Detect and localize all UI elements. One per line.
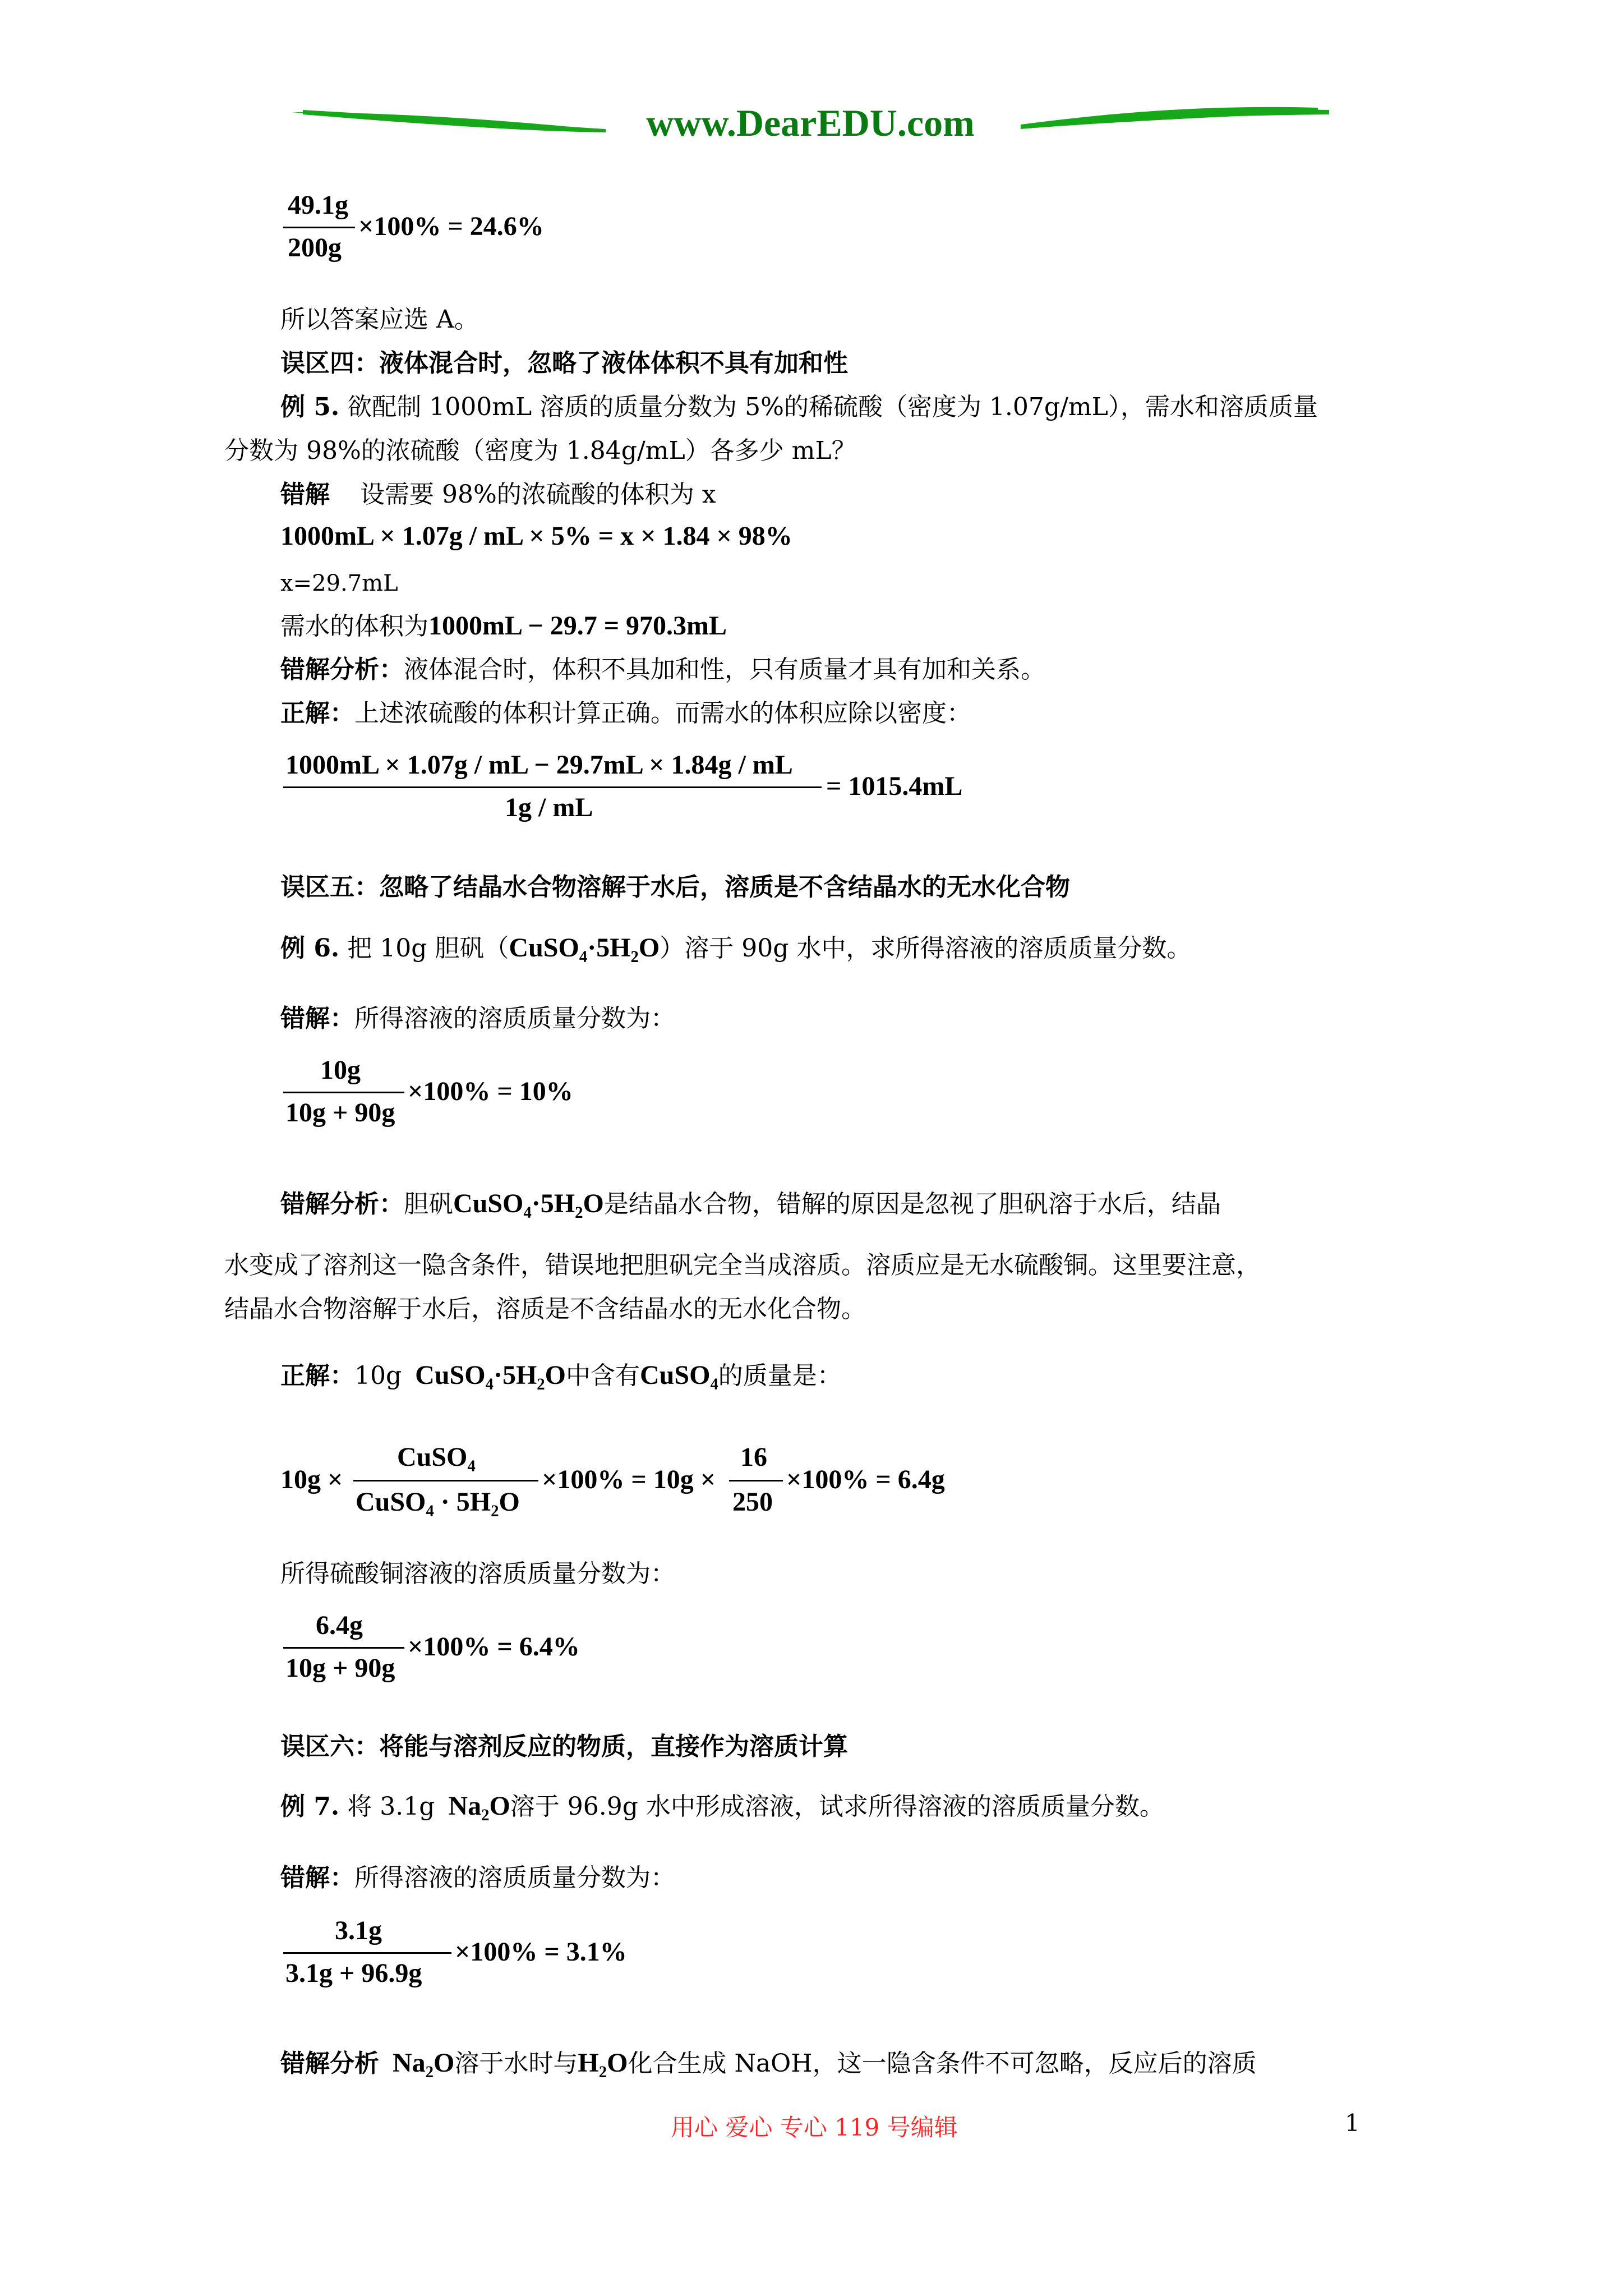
analysis-7-line bbox=[280, 2046, 1257, 2081]
correct-text-b: 中含有 bbox=[566, 1361, 640, 1390]
formula-2-result: = 1015.4mL bbox=[826, 771, 963, 801]
formula-6-numerator: 3.1g bbox=[335, 1916, 382, 1945]
correct-solution-5 bbox=[280, 697, 971, 730]
wrong-text: 所得溶液的溶质质量分数为： bbox=[354, 1004, 675, 1033]
section-heading-5: 误区五：忽略了结晶水合物溶解于水后，溶质是不含结晶水的无水化合物 bbox=[280, 873, 1070, 901]
formula-5-numerator: 6.4g bbox=[316, 1611, 363, 1640]
chem-formula: CuSO₄·5H₂O bbox=[509, 933, 660, 963]
chem-formula-na2o: Na₂O bbox=[393, 2048, 455, 2078]
example-text-b: ）溶于 90g 水中，求所得溶液的溶质质量分数。 bbox=[660, 934, 1192, 963]
example-5-line-1 bbox=[280, 390, 1318, 424]
correct-label: 正解： bbox=[280, 699, 354, 728]
example-label: 例 7. bbox=[280, 1792, 340, 1821]
water-prefix: 需水的体积为 bbox=[280, 612, 428, 641]
correct-text-c: 的质量是： bbox=[718, 1361, 842, 1390]
formula-5 bbox=[283, 1610, 732, 1688]
answer-line: 所以答案应选 A。 bbox=[280, 305, 479, 334]
formula-2 bbox=[283, 749, 1068, 828]
example-6-line bbox=[280, 931, 1191, 965]
chem-formula: CuSO₄·5H₂O bbox=[453, 1189, 604, 1218]
correct-label: 正解： bbox=[280, 1361, 354, 1390]
analysis-6-line-1 bbox=[280, 1187, 1221, 1221]
analysis-text-a: 溶于水时与 bbox=[454, 2049, 578, 2078]
wrong-label: 错解： bbox=[280, 1004, 354, 1033]
formula-6-result: ×100% = 3.1% bbox=[455, 1937, 627, 1967]
fraction-bar bbox=[283, 1647, 404, 1649]
analysis-label: 错解分析： bbox=[280, 655, 404, 684]
formula-6 bbox=[283, 1915, 788, 1994]
formula-1-numerator: 49.1g bbox=[288, 190, 348, 220]
formula-4-denominator-1: CuSO₄ · 5H₂O bbox=[356, 1487, 520, 1517]
page-number: 1 bbox=[1345, 2109, 1360, 2137]
wrong-solution-5 bbox=[280, 478, 716, 512]
chem-formula-na2o: Na₂O bbox=[448, 1791, 510, 1821]
section-heading-6: 误区六：将能与溶剂反应的物质，直接作为溶质计算 bbox=[280, 1732, 848, 1761]
chem-formula-h2o: H₂O bbox=[578, 2048, 628, 2078]
wrong-solution-7 bbox=[280, 1861, 675, 1895]
analysis-6-line-2: 水变成了溶剂这一隐含条件，错误地把胆矾完全当成溶质。溶质应是无水硫酸铜。这里要注意， bbox=[224, 1251, 1261, 1280]
analysis-5 bbox=[280, 653, 1045, 687]
analysis-text: 液体混合时，体积不具加和性，只有质量才具有加和关系。 bbox=[404, 655, 1045, 684]
formula-1 bbox=[283, 190, 620, 268]
fraction-bar bbox=[283, 227, 355, 228]
copper-sulfate-line: 所得硫酸铜溶液的溶质质量分数为： bbox=[280, 1559, 675, 1588]
chem-formula-cuso4: CuSO₄ bbox=[640, 1360, 718, 1390]
correct-text-a: 10g bbox=[354, 1361, 402, 1390]
example-text-a: 把 10g 胆矾（ bbox=[347, 934, 509, 963]
formula-4 bbox=[280, 1442, 1009, 1531]
example-label: 例 6. bbox=[280, 934, 340, 963]
formula-3 bbox=[283, 1055, 732, 1133]
fraction-bar bbox=[729, 1480, 783, 1481]
analysis-label: 错解分析： bbox=[280, 1190, 404, 1218]
formula-2-denominator: 1g / mL bbox=[505, 793, 593, 822]
example-7-line bbox=[280, 1789, 1164, 1824]
site-logo-text: www.DearEDU.com bbox=[646, 102, 975, 144]
formula-3-denominator: 10g + 90g bbox=[285, 1098, 395, 1128]
formula-4-result: ×100% = 6.4g bbox=[786, 1465, 945, 1494]
header-logo bbox=[292, 90, 1329, 151]
formula-3-numerator: 10g bbox=[320, 1055, 361, 1085]
wrong-text: 设需要 98%的浓硫酸的体积为 x bbox=[360, 480, 716, 509]
formula-5-result: ×100% = 6.4% bbox=[408, 1632, 580, 1662]
example-text-b: 溶于 96.9g 水中形成溶液，试求所得溶液的溶质质量分数。 bbox=[510, 1792, 1164, 1821]
correct-text: 上述浓硫酸的体积计算正确。而需水的体积应除以密度： bbox=[354, 699, 971, 728]
analysis-text-a: 胆矾 bbox=[404, 1190, 453, 1218]
formula-4-numerator-2: 16 bbox=[740, 1442, 767, 1472]
footer-text: 用心 爱心 专心 119 号编辑 bbox=[671, 2114, 958, 2141]
wrong-solution-6 bbox=[280, 1002, 675, 1036]
analysis-6-line-3: 结晶水合物溶解于水后，溶质是不含结晶水的无水化合物。 bbox=[224, 1295, 866, 1323]
wrong-text: 所得溶液的溶质质量分数为： bbox=[354, 1864, 675, 1892]
formula-4-middle: ×100% = 10g × bbox=[542, 1465, 716, 1494]
example-text: 欲配制 1000mL 溶质的质量分数为 5%的稀硫酸（密度为 1.07g/mL），需水和溶质质量 bbox=[347, 393, 1318, 421]
formula-2-numerator: 1000mL × 1.07g / mL − 29.7mL × 1.84g / mL bbox=[285, 750, 793, 780]
analysis-text-b: 是结晶水合物，错解的原因是忽视了胆矾溶于水后，结晶 bbox=[603, 1190, 1221, 1218]
water-volume-line bbox=[280, 609, 727, 643]
formula-4-numerator-1: CuSO₄ bbox=[397, 1442, 476, 1472]
fraction-bar bbox=[283, 786, 822, 788]
formula-4-prefix: 10g × bbox=[280, 1465, 343, 1494]
wrong-label: 错解 bbox=[280, 480, 330, 509]
formula-4-denominator-2: 250 bbox=[732, 1487, 773, 1517]
formula-5-denominator: 10g + 90g bbox=[285, 1653, 395, 1683]
formula-3-result: ×100% = 10% bbox=[408, 1076, 573, 1106]
section-heading-4: 误区四：液体混合时，忽略了液体体积不具有加和性 bbox=[280, 349, 848, 378]
fraction-bar bbox=[283, 1952, 451, 1954]
correct-solution-6 bbox=[280, 1359, 842, 1393]
fraction-bar bbox=[283, 1092, 404, 1093]
formula-1-denominator: 200g bbox=[288, 233, 342, 263]
formula-6-denominator: 3.1g + 96.9g bbox=[285, 1958, 422, 1988]
equation-5: 1000mL × 1.07g / mL × 5% = x × 1.84 × 98% bbox=[280, 521, 792, 551]
x-value: x=29.7mL bbox=[280, 570, 398, 596]
example-text-a: 将 3.1g bbox=[347, 1792, 435, 1821]
wrong-label: 错解： bbox=[280, 1864, 354, 1892]
water-equation: 1000mL − 29.7 = 970.3mL bbox=[428, 611, 727, 641]
formula-1-result: ×100% = 24.6% bbox=[358, 211, 544, 241]
example-5-line-2: 分数为 98%的浓硫酸（密度为 1.84g/mL）各多少 mL？ bbox=[224, 436, 856, 465]
chem-formula: CuSO₄·5H₂O bbox=[415, 1360, 566, 1390]
analysis-text-b: 化合生成 NaOH，这一隐含条件不可忽略，反应后的溶质 bbox=[628, 2049, 1257, 2078]
example-label: 例 5. bbox=[280, 393, 340, 421]
fraction-bar bbox=[353, 1480, 538, 1481]
analysis-label: 错解分析 bbox=[280, 2049, 379, 2078]
